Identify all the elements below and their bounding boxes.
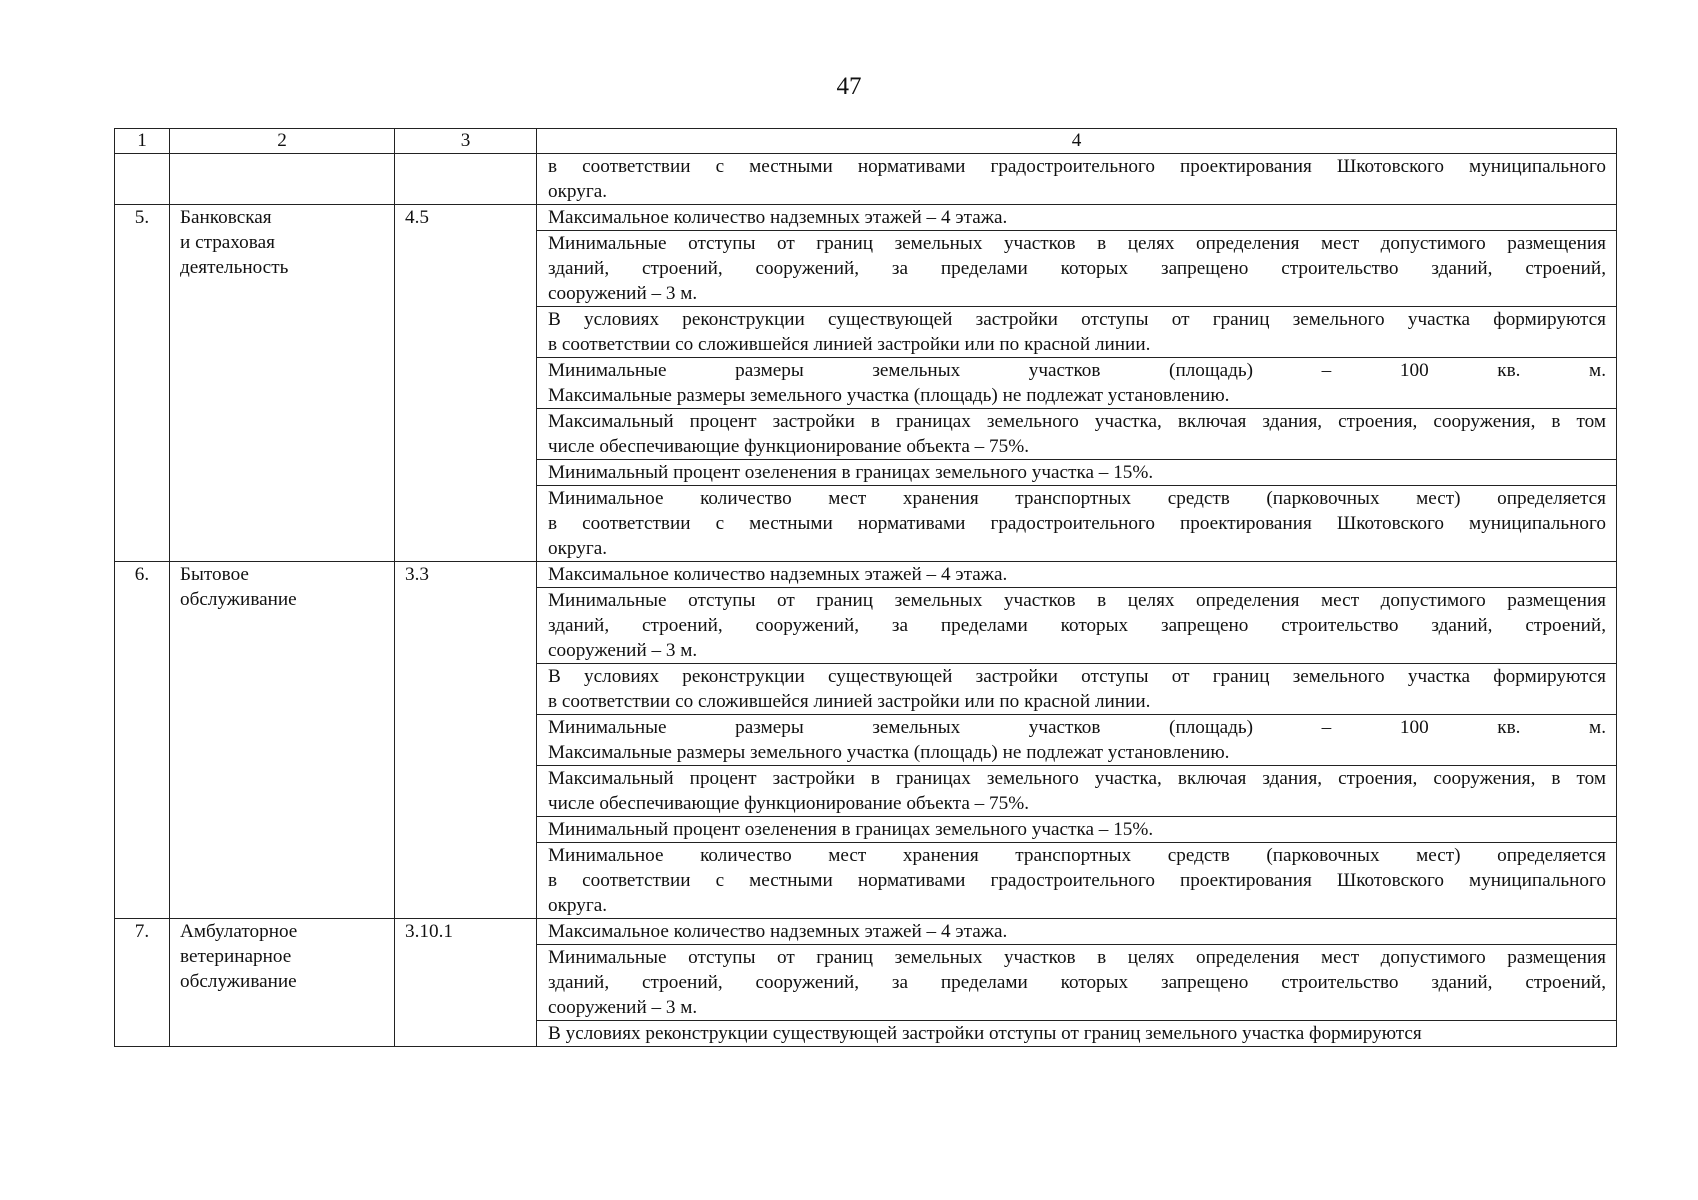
param-line: числе обеспечивающие функционирование объекта – 75%.: [548, 436, 1030, 457]
parameter-cell: [537, 919, 1617, 945]
use-code-cell: 4.5: [395, 205, 537, 562]
use-code-cell: 3.10.1: [395, 919, 537, 1047]
header-cell-4: 4: [537, 129, 1617, 154]
param-line: В условиях реконструкции существующей застройки отступы от границ земельного участка формируются: [548, 1023, 1422, 1044]
row-number-cell: 7.: [115, 919, 170, 1047]
param-line: Максимальные размеры земельного участка (площадь) не подлежат установлению.: [548, 742, 1230, 763]
parameter-cell: [537, 231, 1617, 307]
parameter-cell: [537, 664, 1617, 715]
param-line: в соответствии со сложившейся линией застройки или по красной линии.: [548, 334, 1151, 355]
parameter-cell: [537, 1021, 1617, 1047]
table-row: [115, 919, 1617, 945]
param-line: Максимальный процент застройки в границах земельного участка, включая здания, строения, сооружения, в том: [548, 768, 1606, 789]
parameter-cell: [537, 945, 1617, 1021]
parameter-cell: [537, 409, 1617, 460]
param-line: Максимальные размеры земельного участка (площадь) не подлежат установлению.: [548, 385, 1230, 406]
param-line: округа.: [548, 538, 608, 559]
param-line: Максимальное количество надземных этажей – 4 этажа.: [548, 921, 1008, 942]
param-line: Максимальное количество надземных этажей – 4 этажа.: [548, 207, 1008, 228]
header-cell-1: 1: [115, 129, 170, 154]
param-line: Минимальный процент озеленения в границах земельного участка – 15%.: [548, 462, 1154, 483]
param-line: зданий, строений, сооружений, за пределами которых запрещено строительство зданий, строений,: [548, 972, 1606, 993]
param-line: Максимальный процент застройки в границах земельного участка, включая здания, строения, сооружения, в том: [548, 411, 1606, 432]
regulations-table: [114, 128, 1617, 1047]
use-name-cell: [170, 562, 395, 919]
param-line: Минимальные размеры земельных участков (площадь) – 100 кв. м.: [548, 717, 1606, 738]
parameter-cell: [537, 562, 1617, 588]
use-code-cell: 3.3: [395, 562, 537, 919]
continuation-row: [115, 154, 1617, 205]
page-number: 47: [836, 73, 862, 100]
param-line: числе обеспечивающие функционирование объекта – 75%.: [548, 793, 1030, 814]
use-name-line: обслуживание: [180, 589, 297, 610]
table-row: [115, 205, 1617, 231]
param-line: В условиях реконструкции существующей застройки отступы от границ земельного участка формируются: [548, 309, 1606, 330]
parameter-cell: [537, 358, 1617, 409]
row-number-cell: 6.: [115, 562, 170, 919]
param-line: В условиях реконструкции существующей застройки отступы от границ земельного участка формируются: [548, 666, 1606, 687]
param-line: округа.: [548, 895, 608, 916]
param-line: Минимальные размеры земельных участков (площадь) – 100 кв. м.: [548, 360, 1606, 381]
use-name-line: обслуживание: [180, 971, 297, 992]
parameter-cell: [537, 588, 1617, 664]
continuation-name-cell: [170, 154, 395, 205]
use-name-line: деятельность: [180, 257, 289, 278]
param-line: зданий, строений, сооружений, за пределами которых запрещено строительство зданий, строений,: [548, 258, 1606, 279]
param-line: Минимальные отступы от границ земельных участков в целях определения мест допустимого размещения: [548, 947, 1606, 968]
parameter-cell: [537, 486, 1617, 562]
param-line: Минимальное количество мест хранения транспортных средств (парковочных мест) определяется: [548, 488, 1606, 509]
parameter-cell: [537, 205, 1617, 231]
param-line: округа.: [548, 181, 608, 202]
use-name-line: ветеринарное: [180, 946, 292, 967]
continuation-code-cell: [395, 154, 537, 205]
parameter-cell: [537, 843, 1617, 919]
parameter-cell: [537, 766, 1617, 817]
param-line: Минимальные отступы от границ земельных участков в целях определения мест допустимого размещения: [548, 590, 1606, 611]
header-cell-3: 3: [395, 129, 537, 154]
param-line: в соответствии с местными нормативами градостроительного проектирования Шкотовского муниципального: [548, 870, 1606, 891]
parameter-cell: [537, 460, 1617, 486]
use-name-line: Банковская: [180, 207, 272, 228]
param-line: зданий, строений, сооружений, за пределами которых запрещено строительство зданий, строений,: [548, 615, 1606, 636]
param-line: в соответствии с местными нормативами градостроительного проектирования Шкотовского муниципального: [548, 513, 1606, 534]
continuation-param-cell: [537, 154, 1617, 205]
param-line: Максимальное количество надземных этажей – 4 этажа.: [548, 564, 1008, 585]
use-name-line: Бытовое: [180, 564, 249, 585]
parameter-cell: [537, 817, 1617, 843]
param-line: Минимальное количество мест хранения транспортных средств (парковочных мест) определяется: [548, 845, 1606, 866]
use-name-line: Амбулаторное: [180, 921, 298, 942]
table-row: [115, 562, 1617, 588]
param-line: в соответствии с местными нормативами градостроительного проектирования Шкотовского муниципального: [548, 156, 1606, 177]
param-line: сооружений – 3 м.: [548, 283, 698, 304]
header-cell-2: 2: [170, 129, 395, 154]
param-line: в соответствии со сложившейся линией застройки или по красной линии.: [548, 691, 1151, 712]
continuation-num-cell: [115, 154, 170, 205]
parameter-cell: [537, 307, 1617, 358]
regulations-table-body: [115, 129, 1617, 1047]
param-line: сооружений – 3 м.: [548, 997, 698, 1018]
use-name-cell: [170, 919, 395, 1047]
parameter-cell: [537, 715, 1617, 766]
use-name-line: и страховая: [180, 232, 275, 253]
param-line: сооружений – 3 м.: [548, 640, 698, 661]
use-name-cell: [170, 205, 395, 562]
param-line: Минимальный процент озеленения в границах земельного участка – 15%.: [548, 819, 1154, 840]
table-header-row: [115, 129, 1617, 154]
row-number-cell: 5.: [115, 205, 170, 562]
param-line: Минимальные отступы от границ земельных участков в целях определения мест допустимого размещения: [548, 233, 1606, 254]
